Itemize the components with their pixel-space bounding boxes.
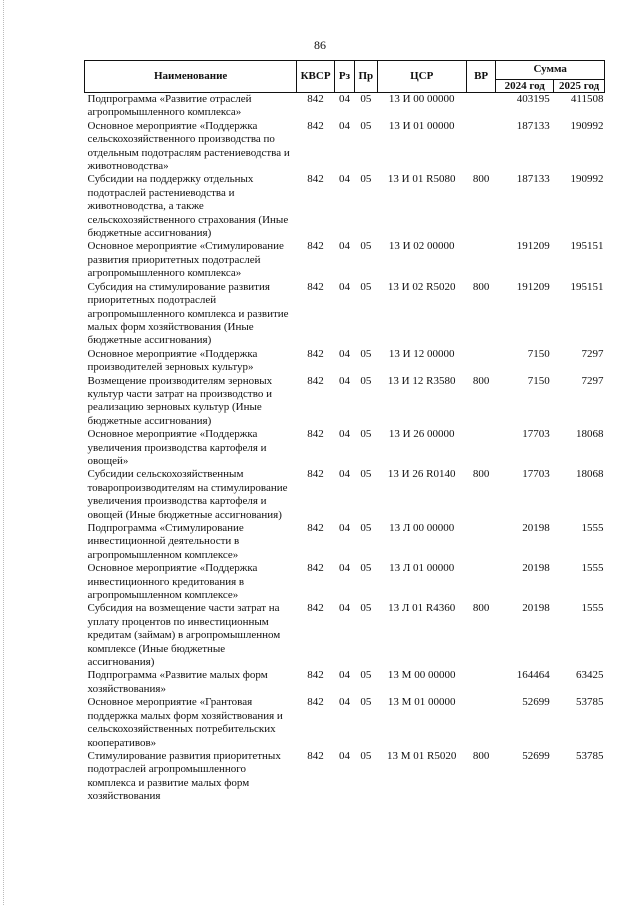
row-2024-cell: 191209	[516, 240, 550, 253]
row-kvsr-cell: 842	[307, 602, 324, 615]
row-rz-cell: 04	[339, 280, 350, 293]
table-row	[85, 428, 605, 468]
row-name-cell: Субсидии на поддержку отдельных подотраслей растениеводства и животноводства, а также сельскохозяйственного страхования (Иные бюджетные ассигнования)	[87, 173, 289, 240]
row-csr-cell: 13 И 12 R3580	[387, 374, 456, 387]
row-2025-cell: 190992	[570, 173, 604, 186]
row-pr-cell: 05	[360, 119, 372, 132]
row-rz-cell: 04	[339, 93, 350, 105]
row-vr-cell: 800	[472, 602, 490, 615]
row-pr-cell: 05	[360, 347, 372, 360]
row-pr-cell: 05	[360, 374, 372, 387]
row-vr-cell: 800	[472, 468, 490, 481]
row-rz-cell: 04	[339, 173, 350, 186]
scan-margin-line	[3, 0, 4, 905]
table-row	[85, 522, 605, 562]
row-pr-cell: 05	[360, 522, 372, 534]
row-2024-cell: 187133	[516, 119, 550, 132]
row-rz-cell: 04	[339, 562, 350, 575]
row-csr-cell: 13 И 02 R5020	[387, 280, 456, 293]
header-year-2025: 2025 год	[554, 80, 605, 93]
table-row	[85, 240, 605, 280]
row-2025-cell: 53785	[576, 696, 604, 709]
row-kvsr-cell: 842	[307, 749, 324, 762]
row-2024-cell: 52699	[522, 696, 550, 709]
row-name-cell: Основное мероприятие «Поддержка инвестиционного кредитования в агропромышленном комплексе»	[87, 562, 258, 602]
header-csr: ЦСР	[377, 61, 466, 93]
row-vr-cell	[466, 522, 495, 562]
row-pr-cell: 05	[360, 669, 372, 682]
row-pr-cell: 05	[360, 749, 372, 762]
row-name-cell: Стимулирование развития приоритетных подотраслей агропромышленного комплекса и развитие малых форм хозяйствования	[87, 749, 281, 803]
header-kvsr: КВСР	[297, 61, 335, 93]
row-vr-cell	[466, 93, 495, 120]
table-row	[85, 562, 605, 602]
row-2025-cell: 18068	[576, 468, 604, 481]
row-name-cell: Подпрограмма «Развитие малых форм хозяйствования»	[87, 669, 268, 695]
row-2024-cell: 7150	[527, 374, 550, 387]
row-csr-cell: 13 И 12 00000	[388, 347, 455, 360]
row-vr-cell	[466, 428, 495, 468]
row-2025-cell: 7297	[581, 347, 604, 360]
row-csr-cell: 13 И 01 R5080	[387, 173, 456, 186]
table-row	[85, 120, 605, 174]
row-csr-cell: 13 М 01 R5020	[387, 749, 457, 762]
header-vr: ВР	[466, 61, 495, 93]
row-2025-cell: 195151	[570, 280, 604, 293]
row-2025-cell: 1555	[581, 602, 604, 615]
row-kvsr-cell: 842	[307, 280, 324, 293]
table-row	[85, 602, 605, 669]
row-csr-cell: 13 И 00 00000	[388, 93, 455, 105]
row-kvsr-cell: 842	[307, 468, 324, 481]
row-2024-cell: 7150	[527, 347, 550, 360]
row-csr-cell: 13 И 26 00000	[388, 428, 455, 441]
row-name-cell: Подпрограмма «Стимулирование инвестиционной деятельности в агропромышленном комплексе»	[87, 522, 244, 561]
row-2024-cell: 20198	[522, 522, 550, 534]
row-name-cell: Основное мероприятие «Грантовая поддержка малых форм хозяйствования и сельскохозяйственных потребительских кооперативов»	[87, 696, 283, 749]
row-csr-cell: 13 И 01 00000	[388, 119, 455, 132]
row-kvsr-cell: 842	[307, 173, 324, 186]
row-name-cell: Основное мероприятие «Поддержка сельскохозяйственного производства по отдельным подотраслям растениеводства и животноводства»	[87, 119, 290, 173]
row-2025-cell: 195151	[570, 240, 604, 253]
row-name-cell: Подпрограмма «Развитие отраслей агропромышленного комплекса»	[87, 93, 252, 119]
row-2025-cell: 7297	[581, 374, 604, 387]
row-rz-cell: 04	[339, 347, 350, 360]
row-2024-cell: 20198	[522, 602, 550, 615]
row-rz-cell: 04	[339, 468, 350, 481]
row-rz-cell: 04	[339, 240, 350, 253]
row-rz-cell: 04	[339, 119, 350, 132]
row-2025-cell: 63425	[576, 669, 604, 682]
row-2025-cell: 411508	[570, 93, 604, 105]
row-csr-cell: 13 И 02 00000	[388, 240, 455, 253]
row-2025-cell: 18068	[576, 428, 604, 441]
row-name-cell: Основное мероприятие «Поддержка увеличения производства картофеля и овощей»	[87, 428, 267, 467]
row-pr-cell: 05	[360, 280, 372, 293]
row-kvsr-cell: 842	[307, 374, 324, 387]
header-sum: Сумма	[496, 61, 605, 80]
row-csr-cell: 13 И 26 R0140	[387, 468, 456, 481]
row-pr-cell: 05	[360, 468, 372, 481]
row-2025-cell: 190992	[570, 119, 604, 132]
row-name-cell: Основное мероприятие «Стимулирование развития приоритетных подотраслей агропромышленного комплекса»	[87, 240, 284, 280]
row-2024-cell: 17703	[522, 468, 550, 481]
row-pr-cell: 05	[360, 240, 372, 253]
table-row	[85, 93, 605, 120]
table-body	[85, 93, 605, 804]
row-2024-cell: 403195	[516, 93, 550, 105]
row-kvsr-cell: 842	[307, 522, 324, 534]
row-vr-cell	[466, 348, 495, 375]
row-kvsr-cell: 842	[307, 562, 324, 575]
row-2025-cell: 1555	[581, 562, 604, 575]
row-2024-cell: 164464	[516, 669, 550, 682]
row-name-cell: Субсидия на возмещение части затрат на уплату процентов по инвестиционным кредитам (займам) в агропромышленном комплексе (Иные бюджетные ассигнования)	[87, 602, 281, 669]
row-kvsr-cell: 842	[307, 428, 324, 441]
page-number: 86	[314, 38, 326, 52]
row-2025-cell: 53785	[576, 749, 604, 762]
row-pr-cell: 05	[360, 562, 372, 575]
budget-table	[84, 60, 605, 804]
row-2024-cell: 187133	[516, 173, 550, 186]
table-row	[85, 468, 605, 522]
header-rz: Рз	[334, 61, 354, 93]
row-vr-cell	[466, 120, 495, 174]
row-2024-cell: 52699	[522, 749, 550, 762]
row-kvsr-cell: 842	[307, 669, 324, 682]
table-row	[85, 669, 605, 696]
table-row	[85, 281, 605, 348]
row-csr-cell: 13 М 01 00000	[387, 696, 456, 709]
table-row	[85, 173, 605, 240]
table-row	[85, 750, 605, 804]
row-name-cell: Основное мероприятие «Поддержка производителей зерновых культур»	[87, 347, 258, 374]
row-vr-cell	[466, 669, 495, 696]
row-pr-cell: 05	[360, 602, 372, 615]
row-csr-cell: 13 Л 00 00000	[389, 522, 455, 534]
row-2025-cell: 1555	[581, 522, 604, 534]
row-vr-cell	[466, 562, 495, 602]
row-vr-cell: 800	[472, 374, 490, 387]
row-rz-cell: 04	[339, 749, 350, 762]
row-name-cell: Субсидии сельскохозяйственным товаропроизводителям на стимулирование увеличения производства картофеля и овощей (Иные бюджетные ассигнования)	[87, 468, 288, 521]
row-rz-cell: 04	[339, 669, 350, 682]
row-name-cell: Субсидия на стимулирование развития приоритетных подотраслей агропромышленного комплекса и развитие малых форм хозяйствования (Иные бюджетные ассигнования)	[87, 280, 289, 347]
row-rz-cell: 04	[339, 602, 350, 615]
row-csr-cell: 13 М 00 00000	[387, 669, 456, 682]
table-row	[85, 696, 605, 750]
row-vr-cell: 800	[472, 749, 490, 762]
table-row	[85, 375, 605, 429]
row-pr-cell: 05	[360, 93, 372, 105]
row-vr-cell	[466, 240, 495, 280]
row-kvsr-cell: 842	[307, 119, 324, 132]
row-rz-cell: 04	[339, 428, 350, 441]
row-csr-cell: 13 Л 01 R4360	[388, 602, 456, 615]
row-vr-cell: 800	[472, 280, 490, 293]
table-row	[85, 348, 605, 375]
row-kvsr-cell: 842	[307, 696, 324, 709]
header-pr: Пр	[355, 61, 377, 93]
row-csr-cell: 13 Л 01 00000	[389, 562, 455, 575]
row-rz-cell: 04	[339, 696, 350, 709]
row-kvsr-cell: 842	[307, 240, 324, 253]
row-kvsr-cell: 842	[307, 347, 324, 360]
row-pr-cell: 05	[360, 428, 372, 441]
row-pr-cell: 05	[360, 696, 372, 709]
row-rz-cell: 04	[339, 374, 350, 387]
row-vr-cell: 800	[472, 173, 490, 186]
header-name: Наименование	[85, 61, 297, 93]
row-vr-cell	[466, 696, 495, 750]
row-kvsr-cell: 842	[307, 93, 324, 105]
header-year-2024: 2024 год	[496, 80, 554, 93]
row-name-cell: Возмещение производителям зерновых культур части затрат на производство и реализацию зерновых культур (Иные бюджетные ассигнования)	[87, 374, 273, 427]
row-pr-cell: 05	[360, 173, 372, 186]
row-2024-cell: 191209	[516, 280, 550, 293]
row-rz-cell: 04	[339, 522, 350, 534]
row-2024-cell: 17703	[522, 428, 550, 441]
table-header	[85, 61, 605, 93]
row-2024-cell: 20198	[522, 562, 550, 575]
